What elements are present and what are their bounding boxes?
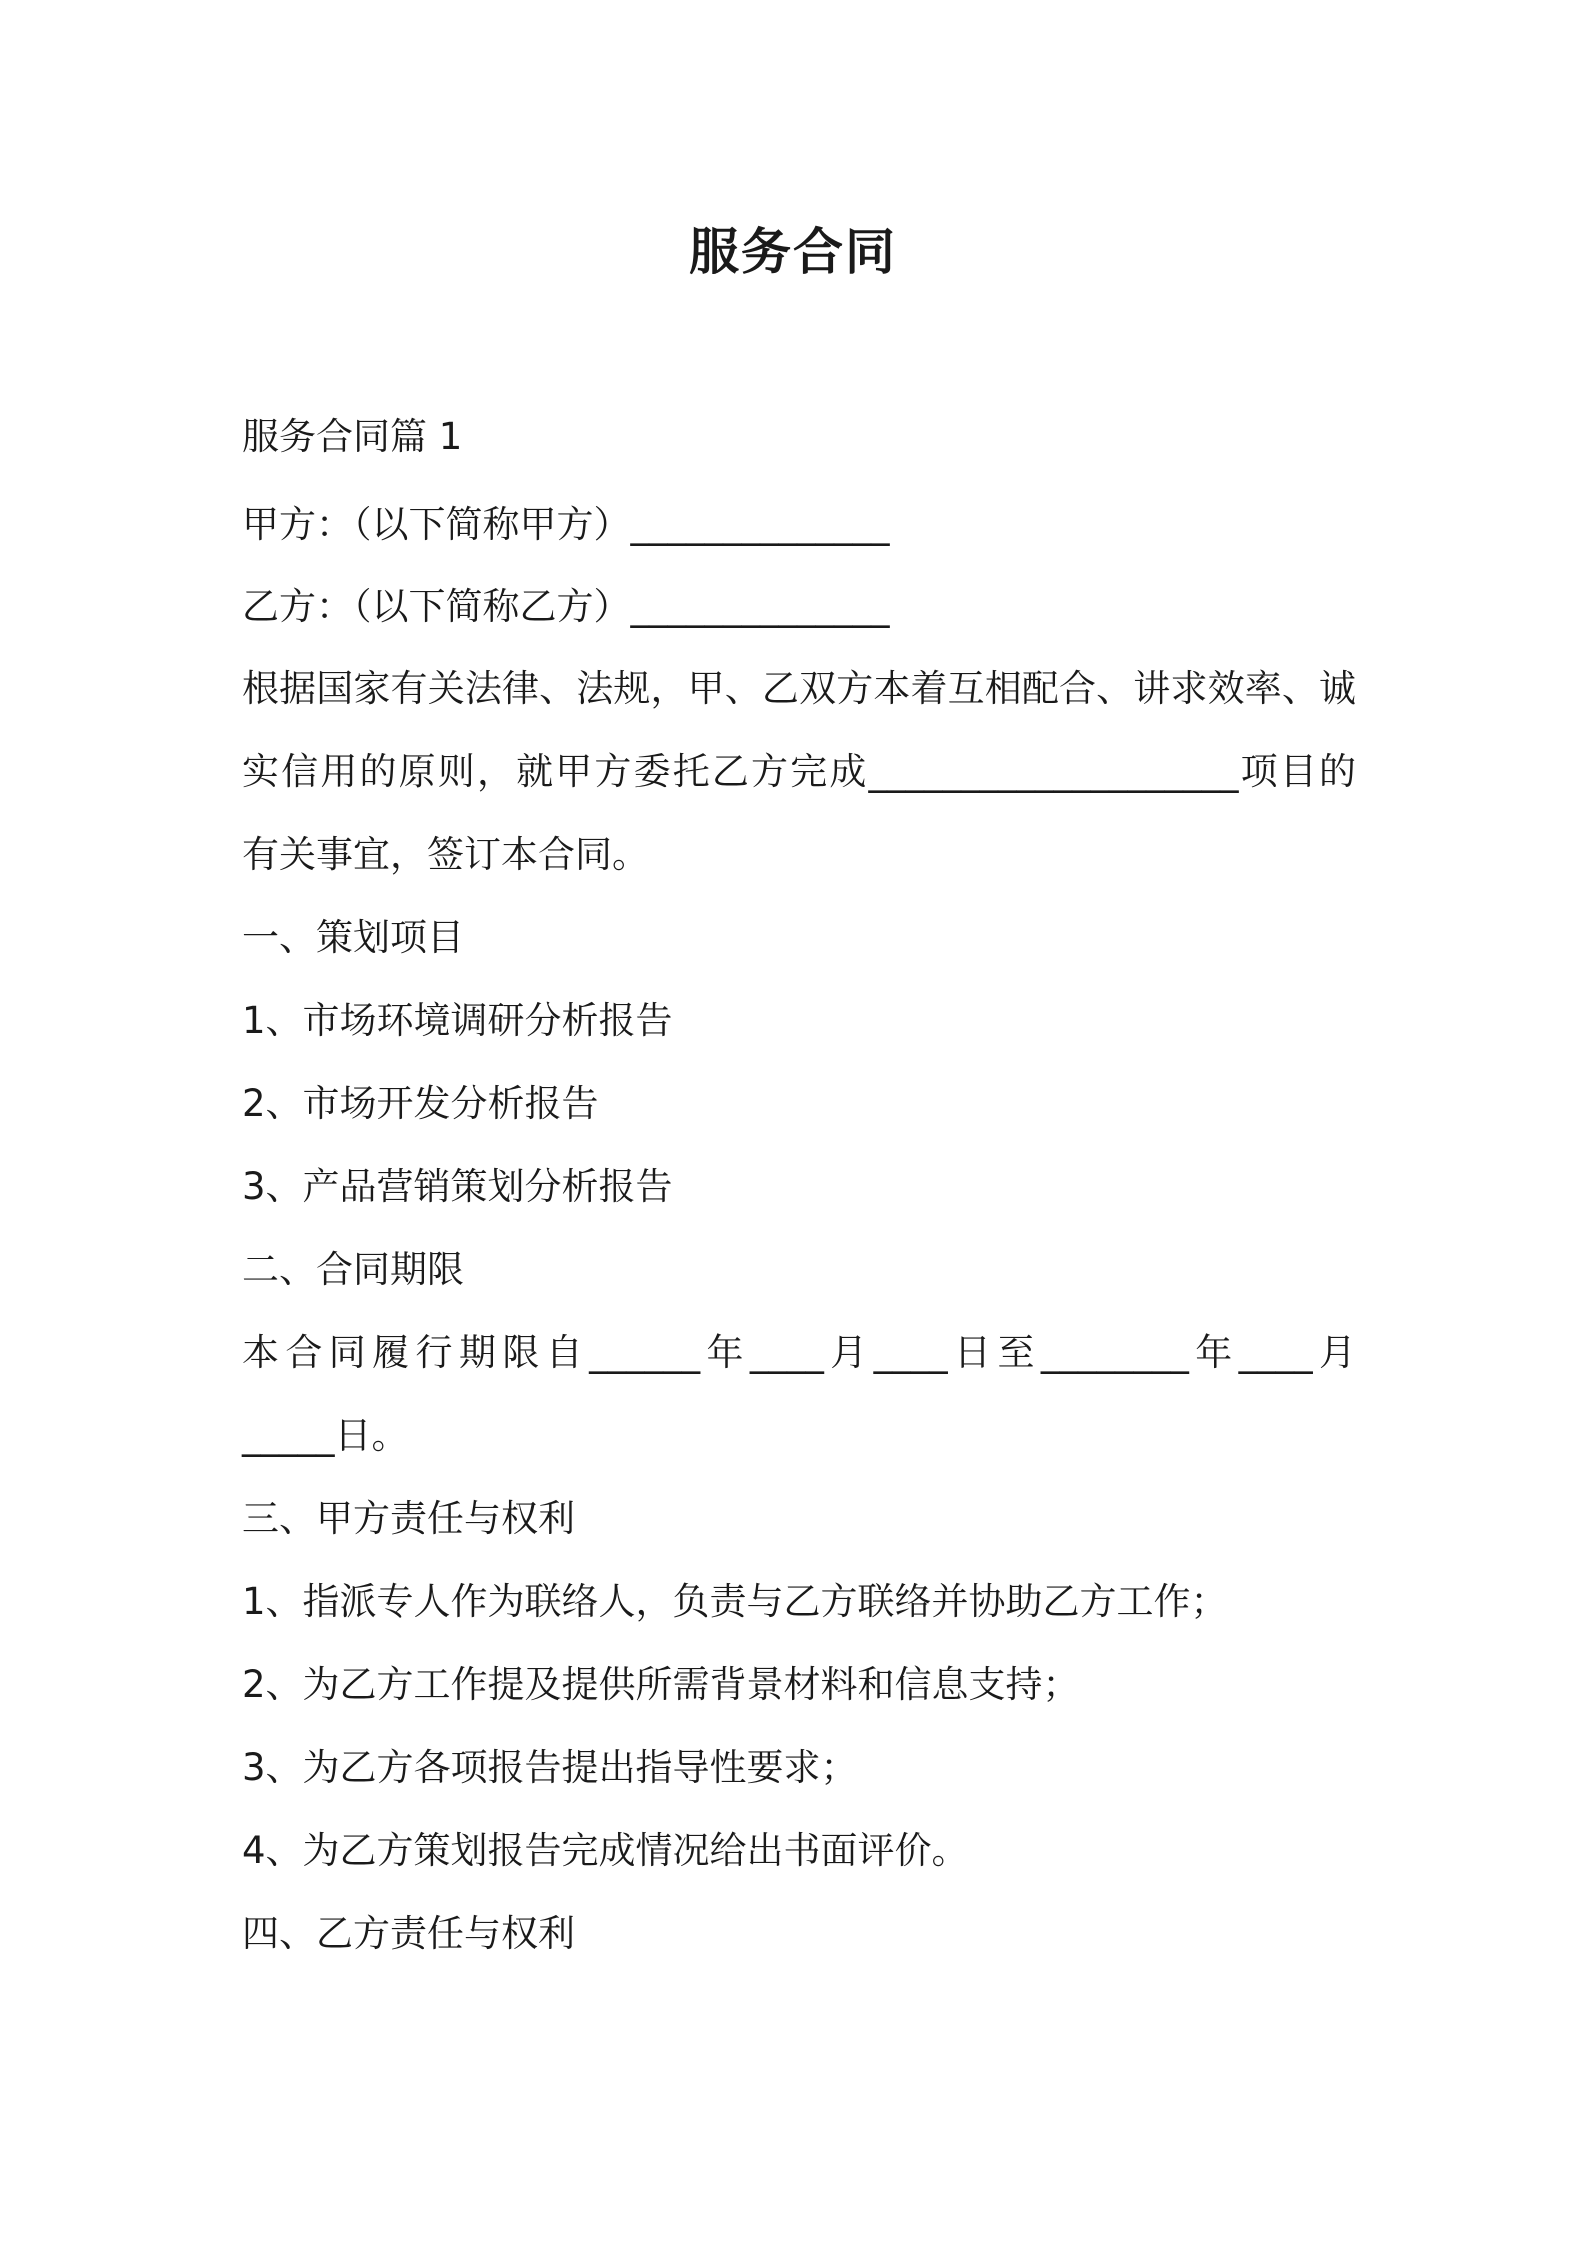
paragraph-line: 有关事宜，签订本合同。 — [242, 833, 649, 876]
clause-heading: 三、甲方责任与权利 — [242, 1497, 575, 1540]
paragraph-line: 本合同履行期限自______年____月____日至________年____月 — [242, 1331, 1356, 1374]
list-item: 2、为乙方工作提及提供所需背景材料和信息支持； — [242, 1663, 1080, 1706]
paragraph-line: 根据国家有关法律、法规，甲、乙双方本着互相配合、讲求效率、诚 — [242, 667, 1356, 710]
list-item: 4、为乙方策划报告完成情况给出书面评价。 — [242, 1829, 969, 1872]
list-item: 1、市场环境调研分析报告 — [242, 999, 673, 1042]
paragraph-line: 实信用的原则，就甲方委托乙方完成____________________项目的 — [242, 750, 1356, 793]
clause-heading: 二、合同期限 — [242, 1248, 464, 1291]
clause-heading: 一、策划项目 — [242, 916, 464, 959]
list-item: 1、指派专人作为联络人，负责与乙方联络并协助乙方工作； — [242, 1580, 1228, 1623]
party-b-line: 乙方：（以下简称乙方）______________ — [242, 585, 890, 628]
section-heading: 服务合同篇 1 — [242, 415, 463, 458]
paragraph-line: _____日。 — [242, 1414, 409, 1457]
list-item: 2、市场开发分析报告 — [242, 1082, 599, 1125]
list-item: 3、为乙方各项报告提出指导性要求； — [242, 1746, 858, 1789]
clause-heading: 四、乙方责任与权利 — [242, 1912, 575, 1955]
list-item: 3、产品营销策划分析报告 — [242, 1165, 673, 1208]
party-a-line: 甲方：（以下简称甲方）______________ — [242, 503, 890, 546]
document-title: 服务合同 — [689, 223, 897, 281]
